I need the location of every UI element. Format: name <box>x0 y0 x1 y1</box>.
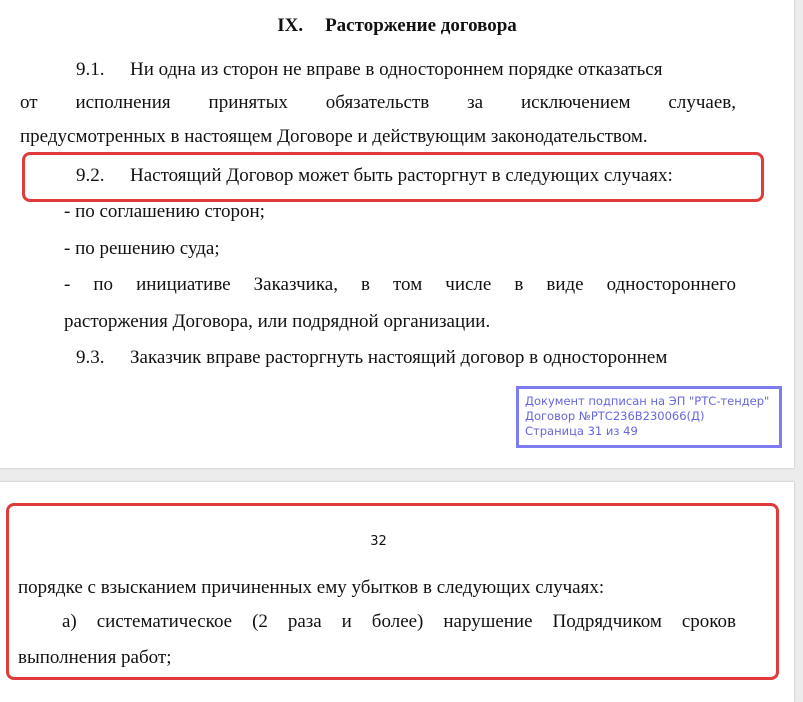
clause-9-1-line-1 <box>76 58 662 82</box>
stamp-line: Документ подписан на ЭП "РТС-тендер" <box>525 394 770 408</box>
clause-number: 9.1. <box>76 59 105 80</box>
clause-text: Ни одна из сторон не вправе в одностороннем порядке отказаться <box>130 59 663 80</box>
clause-text: Настоящий Договор может быть расторгнут в следующих случаях: <box>130 165 673 186</box>
case-list-item: - по решению суда; <box>64 238 220 259</box>
continuation-line: порядке с взысканием причиненных ему убытков в следующих случаях: <box>18 577 605 598</box>
case-list-item: - по инициативе Заказчика, в том числе в виде одностороннего <box>64 274 736 295</box>
clause-9-3-line <box>76 346 667 370</box>
clause-text: Заказчик вправе расторгнуть настоящий договор в одностороннем <box>130 347 668 368</box>
section-heading <box>0 14 794 38</box>
clause-9-1-line-3: предусмотренных в настоящем Договоре и действующим законодательством. <box>20 126 648 147</box>
clause-9-2-line <box>76 164 673 188</box>
stamp-line: Договор №РТС236В230066(Д) <box>525 409 705 423</box>
signature-stamp <box>516 386 782 448</box>
clause-number: 9.2. <box>76 165 105 186</box>
case-list-item-continuation: расторжения Договора, или подрядной организации. <box>64 311 491 332</box>
clause-9-1-line-2: от исполнения принятых обязательств за исключением случаев, <box>20 92 736 113</box>
section-title: Расторжение договора <box>325 15 517 36</box>
case-list-item: - по соглашению сторон; <box>64 201 265 222</box>
stamp-line: Страница 31 из 49 <box>525 424 638 438</box>
document-page-32 <box>0 482 794 702</box>
section-number: IX. <box>277 15 304 36</box>
item-a-line-2: выполнения работ; <box>18 647 172 668</box>
item-a-line-1: а) систематическое (2 раза и более) нарушение Подрядчиком сроков <box>62 611 736 632</box>
page-number: 32 <box>370 534 387 549</box>
clause-number: 9.3. <box>76 347 105 368</box>
